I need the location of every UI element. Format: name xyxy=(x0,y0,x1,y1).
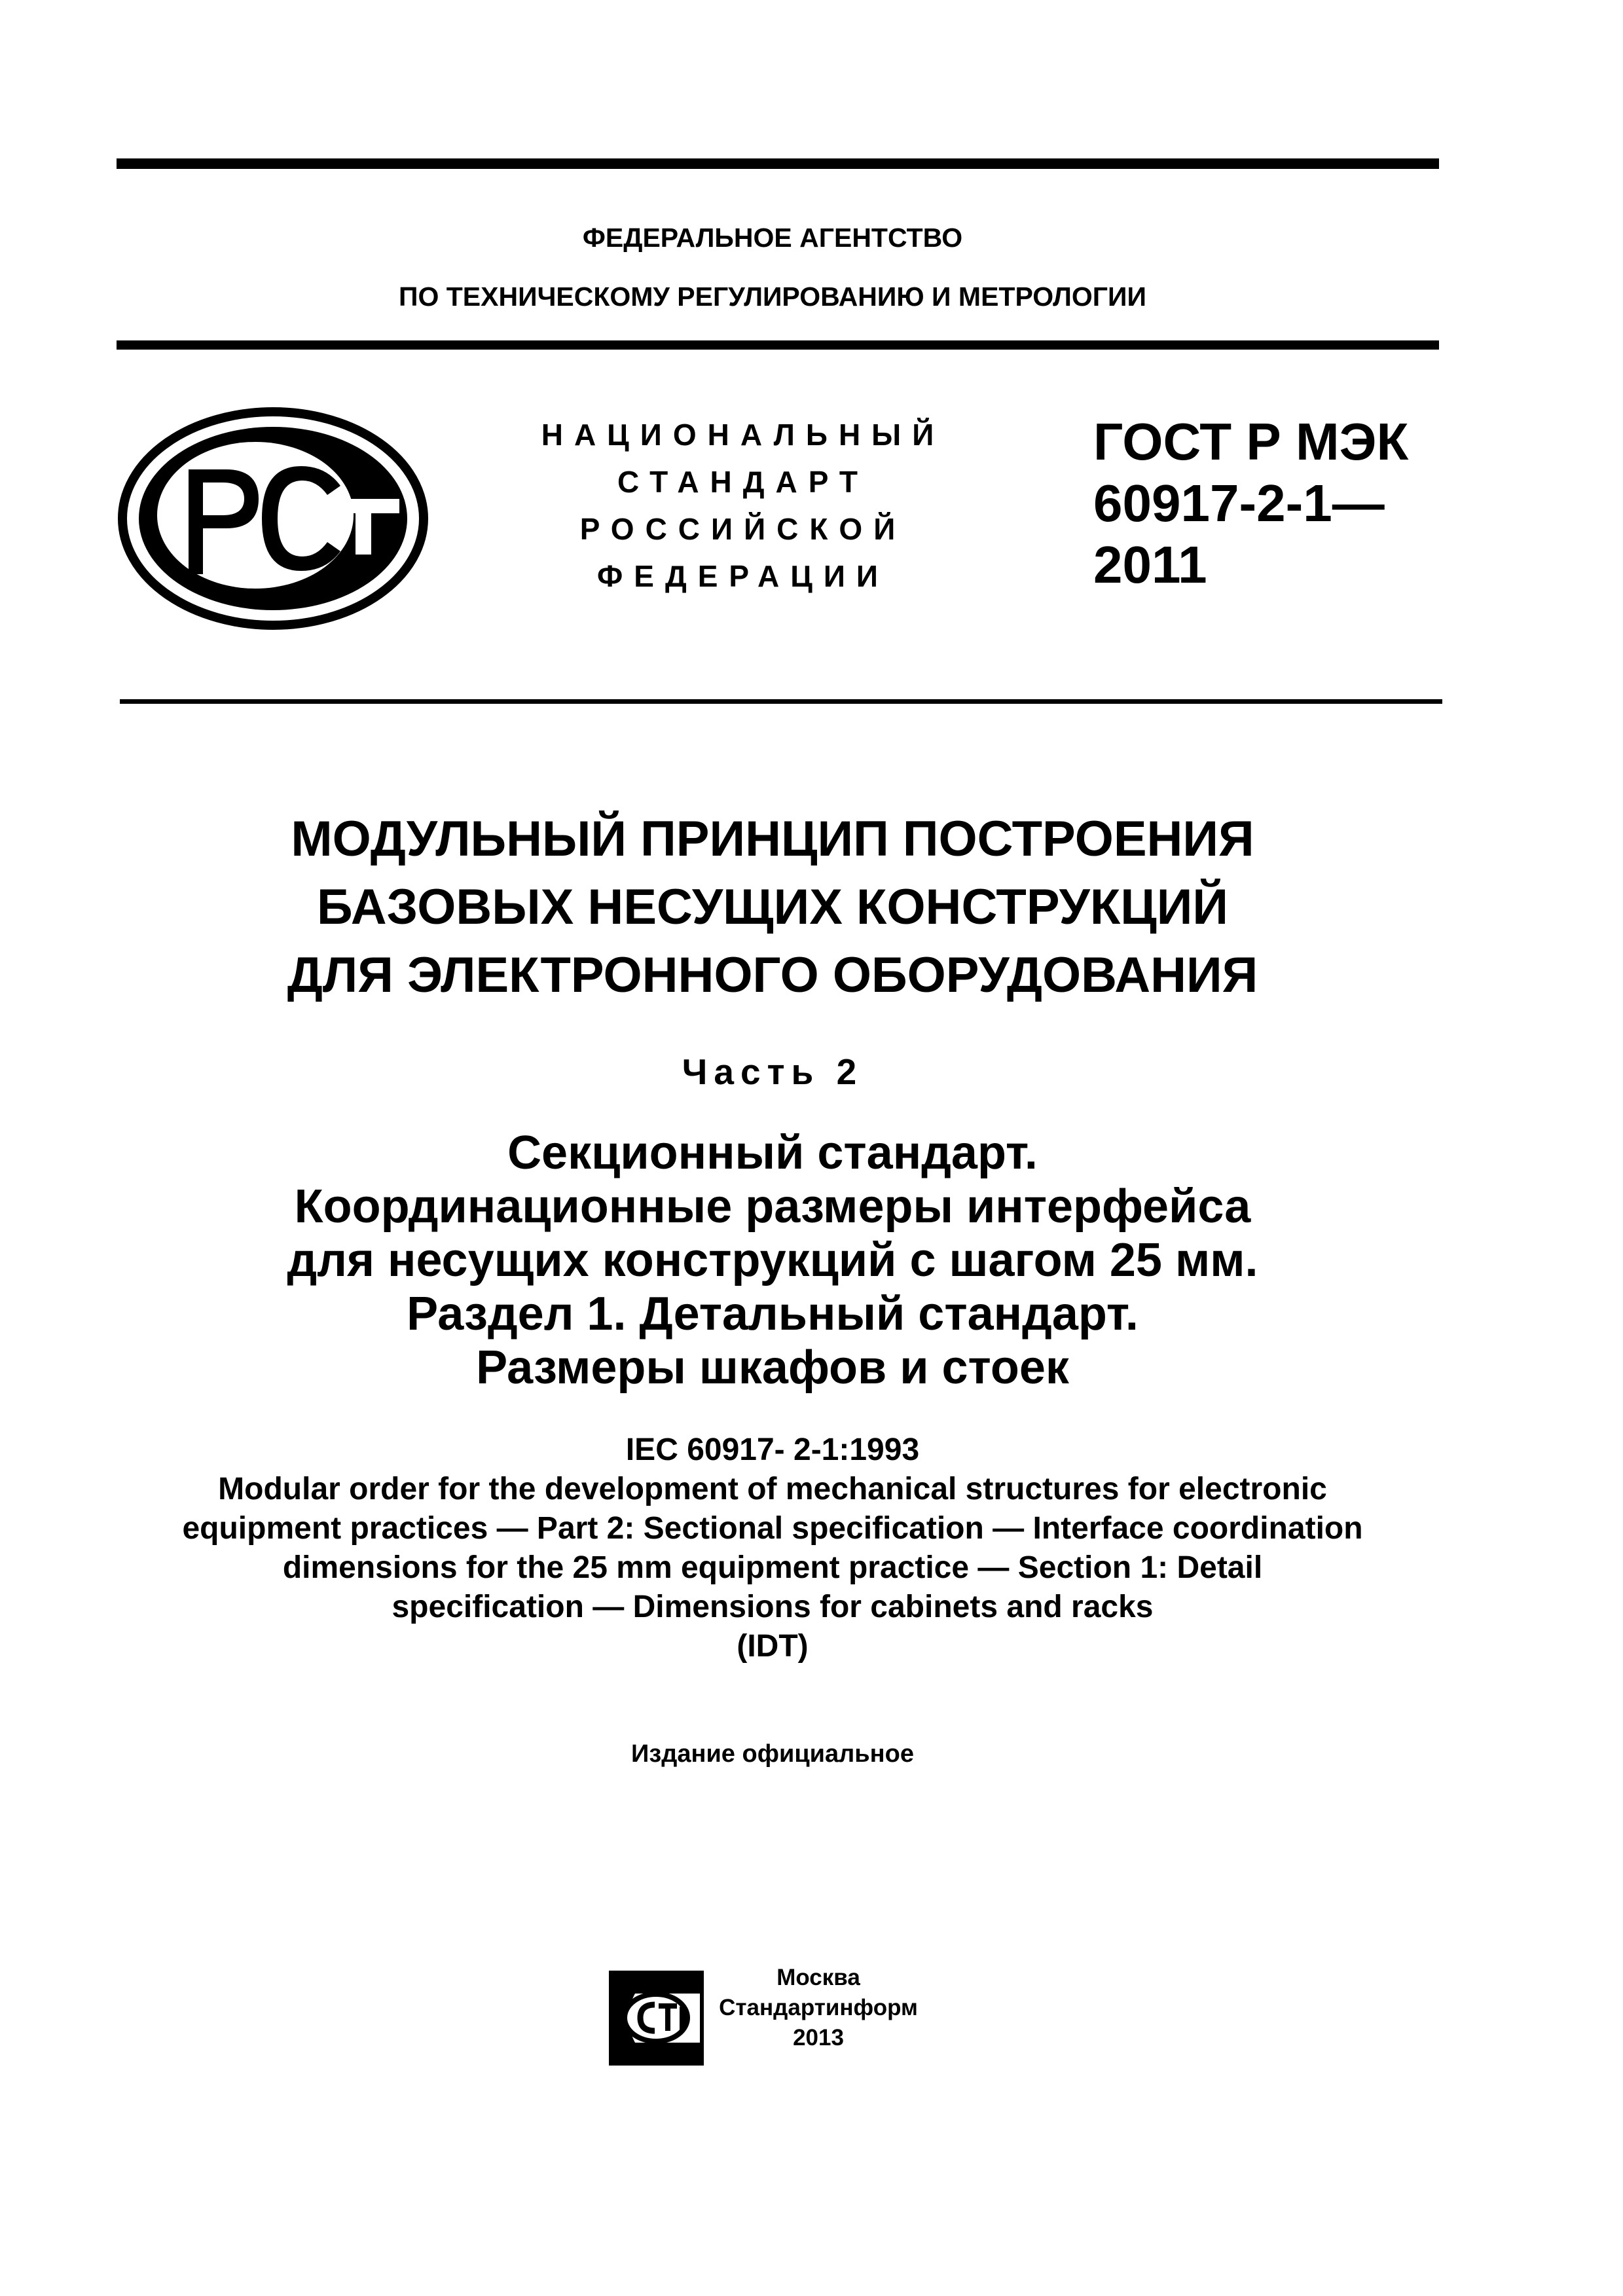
designation-line-3: 2011 xyxy=(1093,536,1207,594)
designation-line-2: 60917-2-1— xyxy=(1093,474,1385,532)
publisher-info xyxy=(714,1963,923,2053)
subtitle-line-3: для несущих конструкций с шагом 25 мм. xyxy=(287,1234,1258,1286)
iec-line-5: specification — Dimensions for cabinets and racks xyxy=(392,1590,1154,1624)
agency-line-2: ПО ТЕХНИЧЕСКОМУ РЕГУЛИРОВАНИЮ И МЕТРОЛОГИИ xyxy=(399,282,1146,312)
title-line-2: БАЗОВЫХ НЕСУЩИХ КОНСТРУКЦИЙ xyxy=(317,879,1228,935)
sti-logo-icon xyxy=(609,1971,704,2066)
document-subtitle xyxy=(118,1126,1427,1394)
iec-reference xyxy=(118,1430,1427,1666)
agency-line-1: ФЕДЕРАЛЬНОЕ АГЕНТСТВО xyxy=(582,223,963,253)
iec-line-1: IEC 60917- 2-1:1993 xyxy=(625,1432,920,1467)
edition-note: Издание официальное xyxy=(631,1740,914,1768)
document-title xyxy=(118,805,1427,1010)
rst-logo xyxy=(118,407,429,630)
standard-designation xyxy=(1093,411,1408,596)
iec-line-4: dimensions for the 25 mm equipment practice — Section 1: Detail xyxy=(282,1550,1263,1585)
label-line-1: НАЦИОНАЛЬНЫЙ xyxy=(541,418,945,452)
subtitle-line-2: Координационные размеры интерфейса xyxy=(294,1180,1251,1233)
rst-logo-icon xyxy=(118,407,429,630)
agency-bottom-rule xyxy=(117,340,1439,350)
part-number: Часть 2 xyxy=(682,1051,864,1092)
designation-line-1: ГОСТ Р МЭК xyxy=(1093,412,1409,471)
publisher-city: Москва xyxy=(776,1965,860,1990)
national-standard-label xyxy=(524,411,962,600)
subtitle-line-4: Раздел 1. Детальный стандарт. xyxy=(407,1288,1139,1340)
iec-line-2: Modular order for the development of mechanical structures for electronic xyxy=(218,1472,1327,1506)
publisher-name: Стандартинформ xyxy=(719,1995,918,2020)
subtitle-line-1: Секционный стандарт. xyxy=(507,1127,1038,1179)
title-line-3: ДЛЯ ЭЛЕКТРОННОГО ОБОРУДОВАНИЯ xyxy=(287,947,1258,1003)
title-line-1: МОДУЛЬНЫЙ ПРИНЦИП ПОСТРОЕНИЯ xyxy=(291,811,1254,867)
publisher-year: 2013 xyxy=(793,2025,844,2050)
label-line-2: СТАНДАРТ xyxy=(617,465,869,499)
label-line-3: РОССИЙСКОЙ xyxy=(579,512,907,546)
label-line-4: ФЕДЕРАЦИИ xyxy=(597,559,889,593)
publisher-logo xyxy=(609,1971,704,2066)
iec-line-6: (IDT) xyxy=(737,1629,809,1664)
agency-header xyxy=(118,208,1427,326)
iec-line-3: equipment practices — Part 2: Sectional specification — Interface coordination xyxy=(182,1511,1363,1546)
header-bottom-rule xyxy=(120,699,1442,704)
subtitle-line-5: Размеры шкафов и стоек xyxy=(476,1341,1069,1394)
top-rule xyxy=(117,158,1439,169)
